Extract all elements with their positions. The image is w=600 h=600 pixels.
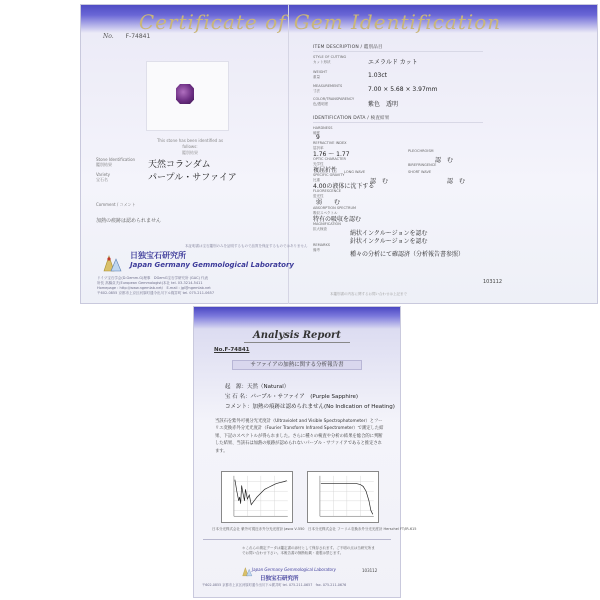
color-label bbox=[313, 97, 354, 106]
color-label-jp: 色/透明度 bbox=[313, 101, 329, 106]
magnification-value: 絹状インクルージョンを認む bbox=[350, 230, 428, 237]
certificate-fold bbox=[288, 4, 289, 304]
stone-id-label bbox=[96, 157, 135, 167]
pleochroism-value: 認 む bbox=[435, 157, 454, 164]
identification-heading: IDENTIFICATION DATA / 検査結果 bbox=[313, 116, 390, 121]
shortwave-value: 認 む bbox=[447, 178, 466, 185]
report-lab-name-en: Japan Germany Gemmological Laboratory bbox=[252, 567, 336, 572]
color-label-en: COLOR/TRANSPARENCY bbox=[313, 97, 355, 101]
fluorescence-value: 弱 む bbox=[316, 199, 341, 206]
stone-id-label-en: Stone Identification bbox=[96, 157, 136, 162]
spectrum-value: 特有の吸収を認む bbox=[313, 216, 362, 223]
color-value: 紫色 透明 bbox=[368, 101, 399, 108]
weight-label-jp: 重量 bbox=[313, 74, 320, 79]
certificate-number-label: No. bbox=[103, 33, 114, 40]
report-title: Analysis Report bbox=[253, 330, 341, 341]
certificate-inquiry-note: 本鑑別書の内容に関するお問い合わせは上記まで bbox=[330, 292, 407, 296]
birefringence-label: BIREFRINGENCE bbox=[408, 163, 437, 167]
lab-address-line: ドイツ宝石学会(D.Gemm.G)理事 DGemG宝石学研究所 (GAC) 代表 bbox=[97, 276, 208, 280]
ftir-spectrum-graph bbox=[307, 471, 379, 523]
optic-value: 複屈折性 bbox=[313, 167, 338, 174]
remarks-value: 種々の分析にて確認済（分析報告書参照） bbox=[350, 251, 465, 258]
certificate-title: Certificate of Gem Identification bbox=[138, 10, 502, 34]
stone-id-value: 天然コランダム bbox=[148, 160, 211, 170]
weight-value: 1.03ct bbox=[368, 72, 388, 79]
longwave-label: LONG WAVE bbox=[344, 170, 366, 174]
measurements-label-jp: 寸法 bbox=[313, 88, 320, 93]
magnification-label-en: MAGNIFICATION bbox=[313, 222, 341, 226]
hardness-value: 9 bbox=[316, 134, 320, 141]
photo-caption bbox=[150, 138, 230, 156]
cut-label bbox=[313, 55, 346, 64]
sg-label-en: SPECIFIC GRAVITY bbox=[313, 173, 345, 177]
uv-vis-spectrum-graph bbox=[221, 471, 293, 523]
remarks-label bbox=[313, 243, 330, 252]
weight-label-en: WEIGHT bbox=[313, 70, 328, 74]
variety-label bbox=[96, 172, 110, 182]
photo-caption-jp: 鑑別結果 bbox=[182, 150, 198, 155]
variety-label-jp: 宝石名 bbox=[96, 177, 108, 182]
shortwave-label: SHORT WAVE bbox=[408, 170, 432, 174]
ri-label-jp: 屈折率 bbox=[313, 145, 324, 150]
graph2-caption: 日本分光株式会社 フーリエ変換赤外分光光度計 Herschel FT/IR-615 bbox=[308, 527, 417, 531]
cut-value: エメラルド カット bbox=[368, 59, 418, 66]
certificate-serial: 103112 bbox=[483, 279, 503, 285]
magnification-label-jp: 拡大検査 bbox=[313, 226, 327, 231]
report-paragraph: 当該石を紫外可視分光光度計（Ultraviolet and Visible Spectrophotometer）とフーリエ変換赤外分光光度計（Fourier Transform Infrared Spectrometer）で測定した結果、下記のスペクトルが得られました。さらに種々の検査や分析の結果を総合的に判断した結果、当該石は加熱の痕跡が認められないパープル・サファイアであると推定されます。 bbox=[215, 419, 384, 454]
photo-caption-text: This stone has been identified as follows: bbox=[156, 138, 224, 149]
lab-name-en: Japan Germany Gemmological Laboratory bbox=[130, 261, 294, 269]
lab-name-jp: 日独宝石研究所 bbox=[130, 251, 186, 260]
gem-name-line: 宝 石 名：パープル・サファイア (Purple Sapphire) bbox=[225, 394, 359, 400]
lab-logo-icon bbox=[101, 253, 123, 273]
optic-label-jp: 光学性 bbox=[313, 161, 324, 166]
fluorescence-label-en: FLUORESCENCE bbox=[313, 189, 341, 193]
cut-label-en: STYLE OF CUTTING bbox=[313, 55, 347, 59]
report-address: 〒602-0855 京都市上京区河原町通今出川下ル梶井町 tel. 075-211-0657 fax. 075-211-0676 bbox=[202, 583, 347, 587]
report-serial: 103112 bbox=[362, 568, 378, 573]
report-banner: サファイアの加熱に関する分析報告書 bbox=[232, 360, 362, 370]
hardness-label-jp: 硬度 bbox=[313, 130, 320, 135]
measurements-value: 7.00 × 5.68 × 3.97mm bbox=[368, 86, 438, 93]
sg-value: 4.00の液体に沈下する bbox=[313, 183, 375, 190]
remarks-label-jp: 備考 bbox=[313, 247, 320, 252]
ri-value: 1.76 ～ 1.77 bbox=[313, 151, 350, 158]
lab-address-line: 〒602-0855 京都市上京区河原町通今出川下ル梶井町 tel. 075-211-0657 bbox=[97, 291, 215, 295]
lab-address-line: 所長 高橋貞夫(European Gemmologist)本社 tel. 03-3214-5411 bbox=[97, 281, 203, 285]
certificate-number-value: F-74841 bbox=[125, 33, 151, 40]
spectrum-label-jp: 吸収スペクトル bbox=[313, 210, 338, 215]
measurements-label-en: MEASUREMENTS bbox=[313, 84, 343, 88]
report-divider bbox=[203, 539, 391, 540]
lab-address bbox=[97, 276, 287, 296]
item-description-heading: ITEM DESCRIPTION / 鑑別品目 bbox=[313, 45, 383, 50]
cut-label-jp: カット形状 bbox=[313, 59, 331, 64]
sg-label-jp: 比重 bbox=[313, 177, 320, 182]
graph1-caption: 日本分光株式会社 紫外可視近赤外分光光度計 Jasco V-550 bbox=[212, 527, 305, 531]
longwave-value: 認 む bbox=[370, 178, 389, 185]
origin-line: 起 源：天然（Natural） bbox=[225, 384, 290, 390]
weight-label bbox=[313, 70, 327, 79]
report-lab-name-jp: 日独宝石研究所 bbox=[260, 576, 299, 582]
report-footnote: ＊これらの測定データは鑑定書の添付として保存されます。ご不明の点は当研究所までお問い合わせ下さい。本報告書の無断転載・複製は禁じます。 bbox=[242, 546, 375, 555]
fluorescence-label-jp: 蛍光性 bbox=[313, 193, 324, 198]
report-number bbox=[214, 347, 250, 353]
comment-line: コメント：加熱の痕跡は認められません(No Indication of Heating) bbox=[225, 404, 395, 410]
divider bbox=[313, 51, 483, 52]
certificate-disclaimer: 本証明書は宝石鑑別のみを証明するもので品質を保証するものではありません bbox=[185, 244, 308, 248]
remarks-label-en: REMARKS bbox=[313, 243, 331, 247]
comment-value: 加熱の痕跡は認められません bbox=[96, 218, 162, 224]
magnification-value-2: 針状インクルージョンを認む bbox=[350, 238, 428, 245]
report-number-value: F-74841 bbox=[224, 347, 250, 353]
magnification-label bbox=[313, 222, 341, 231]
variety-value: パープル・サファイア bbox=[148, 173, 237, 183]
report-number-label: No. bbox=[214, 347, 225, 353]
variety-label-en: Variety bbox=[96, 172, 111, 177]
lab-address-line: Homepage : http://www.ngemlab.net/ E-mail : jgl@ngemlab.net bbox=[97, 286, 211, 290]
hardness-label-en: HARDNESS bbox=[313, 126, 333, 130]
spectrum-label-en: ABSORPTION SPECTRUM bbox=[313, 206, 357, 210]
stone-id-label-jp: 鑑別結果 bbox=[96, 162, 112, 167]
measurements-label bbox=[313, 84, 342, 93]
report-title-underline bbox=[244, 342, 350, 343]
ri-label-en: REFRACTIVE INDEX bbox=[313, 141, 347, 145]
gem-image bbox=[176, 84, 194, 104]
comment-label: Comment / コメント bbox=[96, 202, 136, 207]
divider bbox=[313, 122, 483, 123]
optic-label-en: OPTIC CHARACTER bbox=[313, 157, 346, 161]
pleochroism-label: PLEOCHROISM bbox=[408, 149, 434, 153]
certificate-number bbox=[103, 33, 150, 40]
